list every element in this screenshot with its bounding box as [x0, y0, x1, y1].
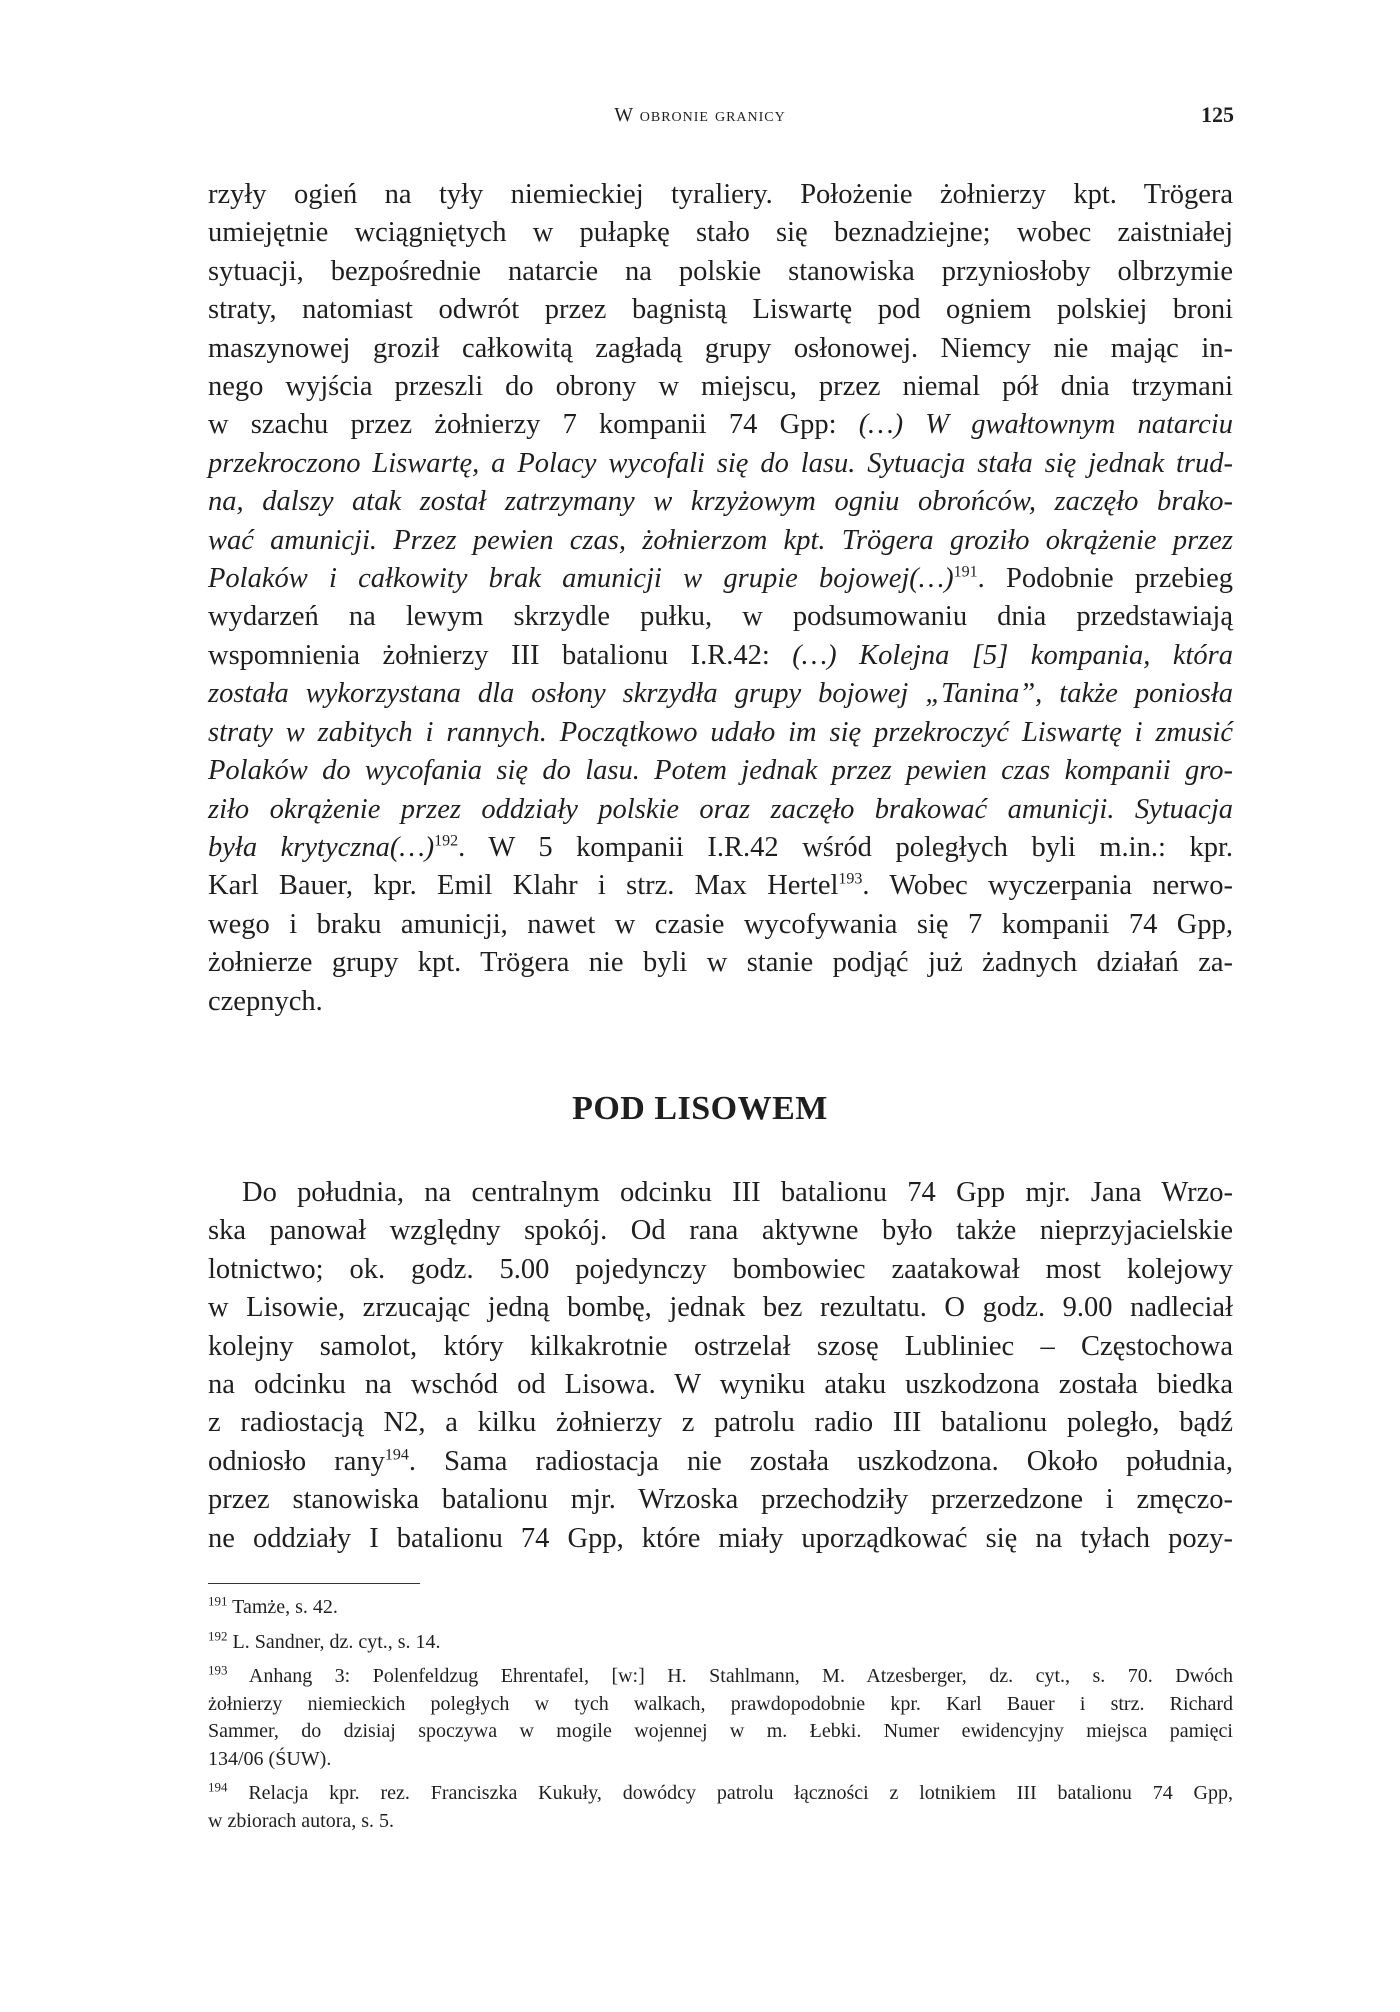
footnote-text: w zbiorach autora, s. 5.	[208, 1809, 395, 1832]
section-heading: POD LISOWEM	[572, 1090, 828, 1127]
text-line	[208, 1289, 1233, 1327]
text-line	[208, 1520, 1233, 1558]
body-paragraph-1	[208, 176, 1233, 1021]
footnote-number: 193	[208, 1662, 228, 1678]
line-text: wydarzeń na lewym skrzydle pułku, w podsumowaniu dnia przedstawiają	[208, 601, 1233, 633]
footnote-text: Anhang 3: Polenfeldzug Ehrentafel, [w:] H. Stahlmann, M. Atzesberger, dz. cyt., s. 70. Dwóch	[248, 1665, 1233, 1687]
italic-quote: wać amunicji. Przez pewien czas, żołnierzom kpt. Trögera groziło okrążenie przez	[208, 524, 1233, 556]
text-line	[208, 983, 1233, 1021]
line-text: czepnych.	[208, 985, 323, 1017]
text-line	[208, 1251, 1233, 1289]
footnote-number: 192	[208, 1627, 228, 1643]
line-text: . Podobnie przebieg	[977, 563, 1233, 595]
text-line	[208, 214, 1233, 252]
footnotes	[208, 1594, 1233, 1842]
italic-quote: ziło okrążenie przez oddziały polskie oraz zaczęło brakować amunicji. Sytuacja	[208, 793, 1233, 825]
line-text: rzyły ogień na tyły niemieckiej tyraliery. Położenie żołnierzy kpt. Trögera	[208, 179, 1233, 210]
italic-quote: straty w zabitych i rannych. Początkowo udało im się przekroczyć Liswartę i zmusić	[208, 716, 1233, 748]
text-line	[208, 829, 1233, 867]
footnote-line	[208, 1629, 1233, 1657]
text-line	[208, 598, 1233, 636]
text-line	[208, 1366, 1233, 1404]
footnote-ref: 193	[838, 870, 863, 888]
text-line	[208, 253, 1233, 291]
line-text: wspomnienia żołnierzy III batalionu I.R.42:	[208, 639, 793, 671]
text-line	[208, 637, 1233, 675]
line-text: na odcinku na wschód od Lisowa. W wyniku ataku uszkodzona została biedka	[208, 1369, 1233, 1401]
line-text: nego wyjścia przeszli do obrony w miejscu, przez niemal pół dnia trzymani	[208, 371, 1233, 403]
line-text: . W 5 kompanii I.R.42 wśród poległych byli m.in.: kpr.	[458, 831, 1233, 863]
line-text: odniosło rany	[208, 1445, 385, 1477]
text-line	[208, 483, 1233, 521]
footnote-ref: 191	[953, 563, 978, 581]
italic-quote: została wykorzystana dla osłony skrzydła grupy bojowej „Tanina”, także poniosła	[208, 678, 1233, 710]
page-number: 125	[1201, 102, 1234, 127]
text-line	[208, 906, 1233, 944]
italic-quote: (…) W gwałtownym natarciu	[858, 409, 1234, 441]
text-line	[208, 752, 1233, 790]
text-line	[208, 791, 1233, 829]
italic-quote: przekroczono Liswartę, a Polacy wycofali się do lasu. Sytuacja stała się jednak trud-	[208, 447, 1233, 479]
running-title: W obronie granicy	[614, 104, 786, 126]
text-line	[208, 1328, 1233, 1366]
footnote	[208, 1663, 1233, 1773]
line-text: Karl Bauer, kpr. Emil Klahr i strz. Max Hertel	[208, 870, 839, 902]
text-line	[208, 176, 1233, 214]
text-line	[208, 1404, 1233, 1442]
italic-quote: (…) Kolejna [5] kompania, która	[792, 639, 1233, 671]
footnote-text: 134/06 (ŚUW).	[208, 1747, 332, 1770]
footnote-line	[208, 1594, 1233, 1622]
footnote	[208, 1780, 1233, 1835]
footnote-text: Relacja kpr. rez. Franciszka Kukuły, dowódcy patrolu łączności z lotnikiem III batalionu 74 Gpp,	[248, 1782, 1234, 1804]
text-line	[208, 944, 1233, 982]
italic-quote: na, dalszy atak został zatrzymany w krzyżowym ogniu obrońców, zaczęło brako-	[208, 486, 1233, 518]
footnote-line	[208, 1808, 1233, 1836]
footnote-text: żołnierzy niemieckich poległych w tych walkach, prawdopodobnie kpr. Karl Bauer i strz. Richard	[208, 1692, 1233, 1715]
line-text: umiejętnie wciągniętych w pułapkę stało się beznadziejne; wobec zaistniałej	[208, 217, 1233, 249]
footnote	[208, 1594, 1233, 1622]
line-text: ne oddziały I batalionu 74 Gpp, które miały uporządkować się na tyłach pozy-	[208, 1522, 1233, 1554]
footnote-line	[208, 1691, 1233, 1719]
footnote-line	[208, 1746, 1233, 1774]
text-line	[208, 291, 1233, 329]
footnote-ref: 192	[434, 832, 459, 850]
text-line	[208, 1212, 1233, 1250]
text-line	[208, 1174, 1233, 1212]
line-text: maszynowej groził całkowitą zagładą grupy osłonowej. Niemcy nie mając in-	[208, 332, 1233, 364]
line-text: żołnierze grupy kpt. Trögera nie byli w stanie podjąć już żadnych działań za-	[208, 947, 1233, 979]
line-text: lotnictwo; ok. godz. 5.00 pojedynczy bombowiec zaatakował most kolejowy	[208, 1253, 1233, 1285]
text-line	[208, 406, 1233, 444]
text-line	[208, 867, 1233, 905]
line-text: wego i braku amunicji, nawet w czasie wycofywania się 7 kompanii 74 Gpp,	[208, 908, 1233, 940]
text-line	[208, 675, 1233, 713]
line-text: w szachu przez żołnierzy 7 kompanii 74 Gpp:	[208, 409, 859, 441]
line-text: sytuacji, bezpośrednie natarcie na polskie stanowiska przyniosłoby olbrzymie	[208, 255, 1233, 287]
footnote-line	[208, 1663, 1233, 1691]
footnote-ref: 194	[384, 1446, 409, 1464]
footnote-number: 191	[208, 1593, 228, 1609]
footnote-number: 194	[208, 1779, 228, 1795]
italic-quote: Polaków do wycofania się do lasu. Potem jednak przez pewien czas kompanii gro-	[208, 755, 1233, 787]
text-line	[208, 1481, 1233, 1519]
footnote-text: L. Sandner, dz. cyt., s. 14.	[232, 1630, 441, 1653]
footnote-text: Sammer, do dzisiaj spoczywa w mogile wojennej w m. Łebki. Numer ewidencyjny miejsca pamięci	[208, 1720, 1233, 1742]
text-line	[208, 368, 1233, 406]
line-text: w Lisowie, zrzucając jedną bombę, jednak bez rezultatu. O godz. 9.00 nadleciał	[208, 1292, 1233, 1324]
footnote-line	[208, 1718, 1233, 1746]
footnote	[208, 1629, 1233, 1657]
line-text: . Wobec wyczerpania nerwo-	[862, 870, 1233, 902]
italic-quote: była krytyczna(…)	[208, 831, 435, 863]
line-text: . Sama radiostacja nie została uszkodzona. Około południa,	[408, 1445, 1233, 1477]
line-text: z radiostacją N2, a kilku żołnierzy z patrolu radio III batalionu poległo, bądź	[208, 1407, 1233, 1439]
text-line	[208, 522, 1233, 560]
italic-quote: Polaków i całkowity brak amunicji w grupie bojowej(…)	[208, 563, 954, 595]
line-text: kolejny samolot, który kilkakrotnie ostrzelał szosę Lubliniec – Częstochowa	[208, 1330, 1233, 1362]
text-line	[208, 560, 1233, 598]
footnote-separator	[208, 1583, 420, 1584]
text-line	[208, 445, 1233, 483]
footnote-line	[208, 1780, 1233, 1808]
text-line	[208, 1443, 1233, 1481]
line-text: przez stanowiska batalionu mjr. Wrzoska przechodziły przerzedzone i zmęczo-	[208, 1484, 1233, 1516]
line-text: ska panował względny spokój. Od rana aktywne było także nieprzyjacielskie	[208, 1215, 1233, 1247]
line-text: straty, natomiast odwrót przez bagnistą Liswartę pod ogniem polskiej broni	[208, 294, 1233, 326]
line-text: Do południa, na centralnym odcinku III batalionu 74 Gpp mjr. Jana Wrzo-	[242, 1177, 1233, 1208]
text-line	[208, 714, 1233, 752]
body-paragraph-2	[208, 1174, 1233, 1558]
footnote-text: Tamże, s. 42.	[232, 1596, 338, 1618]
text-line	[208, 330, 1233, 368]
